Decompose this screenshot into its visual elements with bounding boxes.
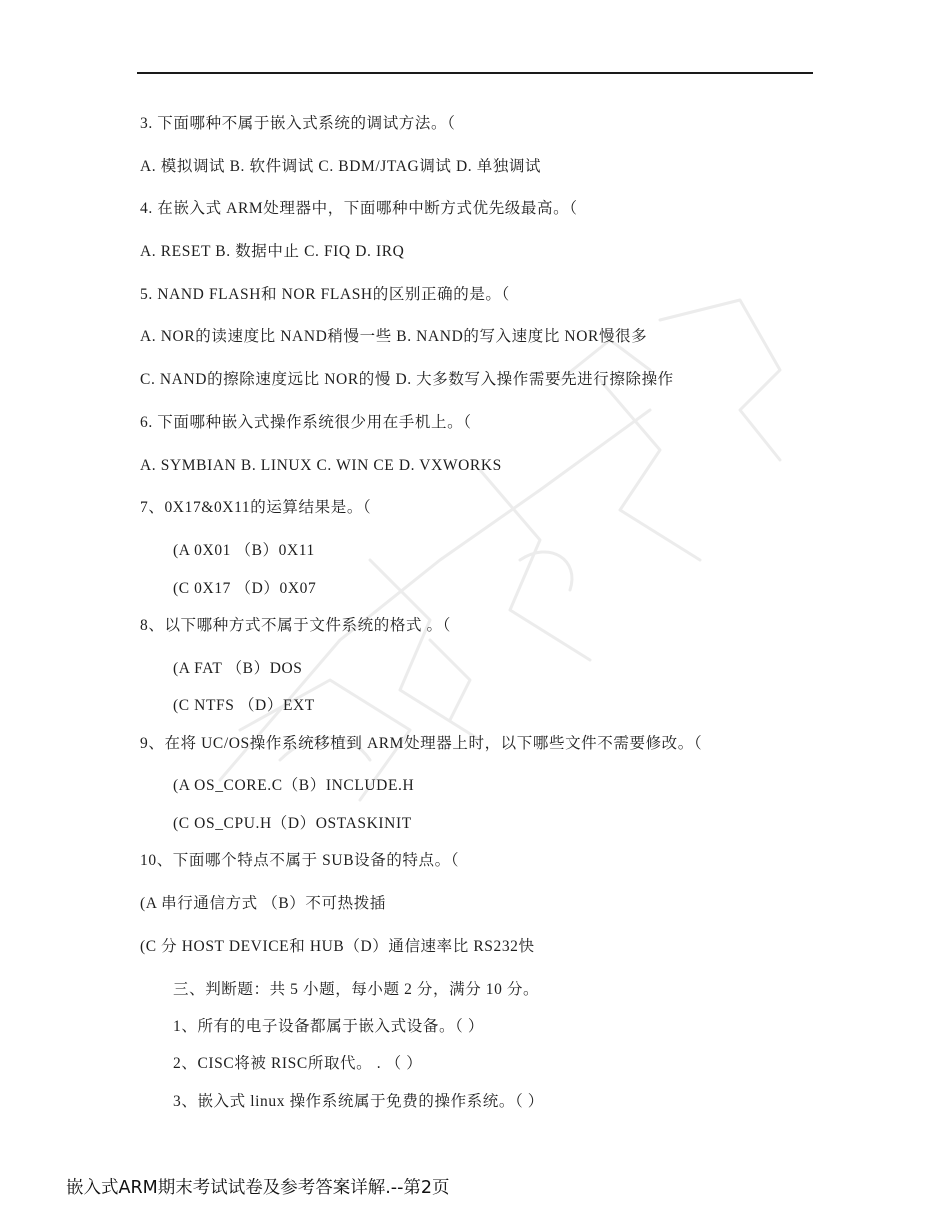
judge-item-3: 3、嵌入式 linux 操作系统属于免费的操作系统。（ ） bbox=[173, 1093, 544, 1110]
judge-item-2: 2、CISC将被 RISC所取代。 . （ ） bbox=[173, 1055, 423, 1072]
section-3-heading: 三、判断题：共 5 小题，每小题 2 分，满分 10 分。 bbox=[173, 981, 540, 998]
question-9-options-cd: (C OS_CPU.H（D）OSTASKINIT bbox=[173, 815, 412, 832]
question-5: 5. NAND FLASH和 NOR FLASH的区别正确的是。（ bbox=[140, 286, 510, 303]
question-9: 9、在将 UC/OS操作系统移植到 ARM处理器上时，以下哪些文件不需要修改。（ bbox=[140, 735, 703, 752]
question-3: 3. 下面哪种不属于嵌入式系统的调试方法。（ bbox=[140, 115, 456, 132]
question-4-options: A. RESET B. 数据中止 C. FIQ D. IRQ bbox=[140, 243, 405, 260]
question-6: 6. 下面哪种嵌入式操作系统很少用在手机上。（ bbox=[140, 414, 472, 431]
question-5-options-ab: A. NOR的读速度比 NAND稍慢一些 B. NAND的写入速度比 NOR慢很多 bbox=[140, 328, 648, 345]
question-5-options-cd: C. NAND的擦除速度远比 NOR的慢 D. 大多数写入操作需要先进行擦除操作 bbox=[140, 371, 674, 388]
question-6-options: A. SYMBIAN B. LINUX C. WIN CE D. VXWORKS bbox=[140, 457, 502, 474]
page-footer: 嵌入式ARM期末考试试卷及参考答案详解.--第2页 bbox=[66, 1178, 450, 1198]
question-7-options-cd: (C 0X17 （D）0X07 bbox=[173, 580, 317, 597]
header-rule bbox=[137, 72, 813, 74]
question-10-options-ab: (A 串行通信方式 （B）不可热拨插 bbox=[140, 895, 386, 912]
question-8-options-ab: (A FAT （B）DOS bbox=[173, 660, 303, 677]
question-10: 10、下面哪个特点不属于 SUB设备的特点。（ bbox=[140, 852, 460, 869]
question-10-options-cd: (C 分 HOST DEVICE和 HUB（D）通信速率比 RS232快 bbox=[140, 938, 535, 955]
question-4: 4. 在嵌入式 ARM处理器中，下面哪种中断方式优先级最高。（ bbox=[140, 200, 578, 217]
question-8-options-cd: (C NTFS （D）EXT bbox=[173, 697, 315, 714]
judge-item-1: 1、所有的电子设备都属于嵌入式设备。（ ） bbox=[173, 1018, 484, 1035]
question-7-options-ab: (A 0X01 （B）0X11 bbox=[173, 542, 315, 559]
question-9-options-ab: (A OS_CORE.C（B）INCLUDE.H bbox=[173, 777, 415, 794]
question-3-options: A. 模拟调试 B. 软件调试 C. BDM/JTAG调试 D. 单独调试 bbox=[140, 158, 542, 175]
question-7: 7、0X17&0X11的运算结果是。（ bbox=[140, 499, 372, 516]
question-8: 8、以下哪种方式不属于文件系统的格式 。（ bbox=[140, 617, 451, 634]
